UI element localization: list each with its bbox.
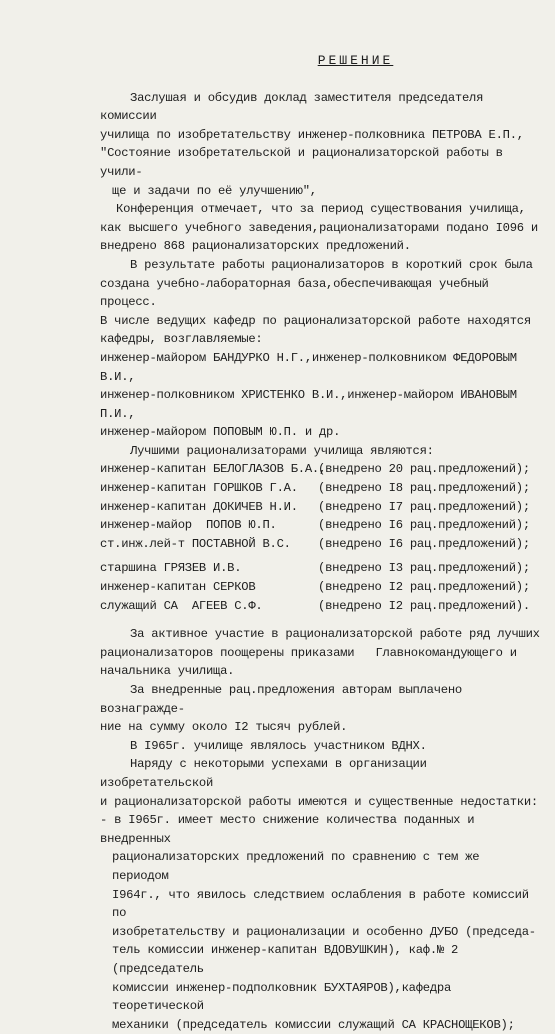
text-line: училища по изобретательству инженер-полковника ПЕТРОВА Е.П., bbox=[100, 127, 524, 142]
text-line: внедрено 868 рационализаторских предложений. bbox=[100, 239, 411, 254]
active-paragraph bbox=[100, 625, 541, 681]
text-line: как высшего учебного заведения,рационализаторами подано I096 и bbox=[100, 220, 538, 235]
person-count: (внедрено I6 рац.предложений); bbox=[318, 536, 530, 551]
text-line: изобретательству и рационализации и особенно ДУБО (председа- bbox=[112, 924, 536, 939]
list-item bbox=[100, 498, 541, 517]
text-line: комиссии инженер-подполковник БУХТАЯРОВ),кафедра теоретической bbox=[112, 980, 459, 1014]
person-name: служащий СА АГЕЕВ С.Ф. bbox=[100, 598, 263, 613]
text-line: ние на сумму около I2 тысяч рублей. bbox=[100, 720, 348, 735]
person-count: (внедрено I3 рац.предложений); bbox=[318, 561, 530, 576]
text-line: кафедры, возглавляемые: bbox=[100, 332, 263, 347]
decline-paragraph bbox=[100, 811, 541, 1034]
person-count: (внедрено I6 рац.предложений); bbox=[318, 518, 530, 533]
text-line: В числе ведущих кафедр по рационализаторской работе находятся bbox=[100, 313, 531, 328]
person-count: (внедрено I7 рац.предложений); bbox=[318, 499, 530, 514]
list-item bbox=[100, 516, 541, 535]
text-line: инженер-майором ПОПОВЫМ Ю.П. и др. bbox=[100, 425, 341, 440]
text-line: рационализаторских предложений по сравнению с тем же периодом bbox=[112, 850, 487, 883]
person-count: (внедрено I8 рац.предложений); bbox=[318, 481, 530, 496]
person-name: инженер-капитан ДОКИЧЕВ Н.И. bbox=[100, 499, 298, 514]
list-item bbox=[100, 578, 541, 597]
vdnh-paragraph: В I965г. училище являлось участником ВДНХ. bbox=[130, 738, 427, 753]
text-line: Конференция отмечает, что за период существования училища, bbox=[116, 202, 526, 217]
person-name: старшина ГРЯЗЕВ И.В. bbox=[100, 561, 242, 576]
person-name: инженер-майор ПОПОВ Ю.П. bbox=[100, 518, 277, 533]
text-line: тель комиссии инженер-капитан ВДОВУШКИН), каф.№ 2 (председатель bbox=[112, 943, 466, 976]
text-line: В результате работы рационализаторов в короткий срок была bbox=[130, 257, 533, 272]
list-item bbox=[100, 479, 541, 498]
text-line: I964г., что явилось следствием ослабления в работе комиссий по bbox=[112, 887, 536, 921]
text-line: начальника училища. bbox=[100, 664, 235, 679]
person-count: (внедрено 20 рац.предложений); bbox=[318, 462, 530, 477]
text-line: рационализаторов поощерены приказами Главнокомандующего и bbox=[100, 645, 517, 660]
best-heading: Лучшими рационализаторами училища являются: bbox=[130, 443, 434, 458]
list-item bbox=[100, 559, 541, 578]
list-item bbox=[100, 460, 541, 479]
document-title: РЕШЕНИЕ bbox=[317, 53, 394, 68]
paragraph-gap bbox=[100, 615, 541, 625]
person-count: (внедрено I2 рац.предложений). bbox=[318, 598, 530, 613]
person-name: инженер-капитан БЕЛОГЛАЗОВ Б.А., bbox=[100, 462, 327, 477]
text-line: За внедренные рац.предложения авторам выплачено вознагражде- bbox=[100, 683, 470, 716]
person-name: инженер-капитан ГОРШКОВ Г.А. bbox=[100, 481, 298, 496]
text-line: и рационализаторской работы имеются и существенные недостатки: bbox=[100, 794, 538, 809]
person-name: ст.инж.лей-т ПОСТАВНОЙ В.С. bbox=[100, 536, 291, 551]
text-line: Заслушая и обсудив доклад заместителя председателя комиссии bbox=[100, 90, 491, 124]
intro-paragraph bbox=[100, 89, 541, 201]
text-line: механики (председатель комиссии служащий СА КРАСНОЩЕКОВ); bbox=[112, 1017, 515, 1032]
text-line: Наряду с некоторыми успехами в организации изобретательской bbox=[100, 757, 434, 790]
list-item bbox=[100, 597, 541, 616]
base-paragraph bbox=[100, 256, 541, 442]
text-line: создана учебно-лабораторная база,обеспечивающая учебный процесс. bbox=[100, 276, 496, 310]
paid-paragraph bbox=[100, 681, 541, 737]
text-line: - в I965г. имеет место снижение количества поданных и внедренных bbox=[100, 813, 482, 846]
list-item bbox=[100, 535, 541, 554]
shortcomings-paragraph bbox=[100, 755, 541, 811]
person-count: (внедрено I2 рац.предложений); bbox=[318, 580, 530, 595]
text-line: "Состояние изобретательской и рационализаторской работы в учили- bbox=[100, 146, 510, 179]
text-line: ще и задачи по её улучшению", bbox=[112, 183, 317, 198]
text-line: инженер-майором БАНДУРКО Н.Г.,инженер-полковником ФЕДОРОВЫМ В.И., bbox=[100, 350, 524, 384]
conference-paragraph bbox=[100, 200, 541, 256]
text-line: инженер-полковником ХРИСТЕНКО В.И.,инженер-майором ИВАНОВЫМ П.И., bbox=[100, 388, 524, 421]
text-line: За активное участие в рационализаторской работе ряд лучших bbox=[130, 627, 540, 642]
person-name: инженер-капитан СЕРКОВ bbox=[100, 580, 256, 595]
best-list bbox=[100, 460, 541, 615]
